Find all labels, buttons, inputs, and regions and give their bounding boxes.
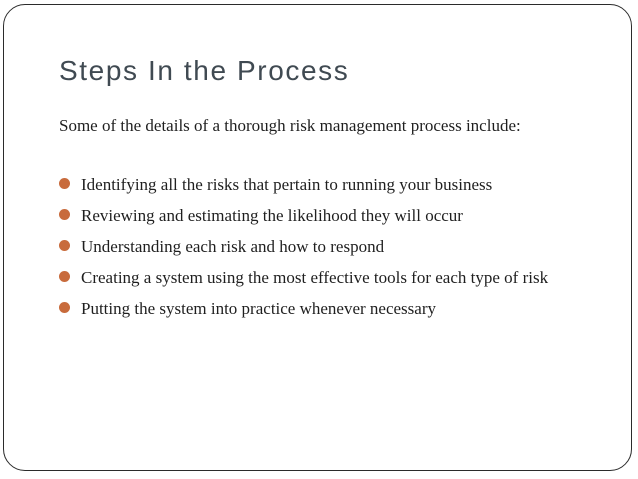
list-item	[59, 299, 589, 319]
list-item	[59, 206, 589, 226]
bullet-dot-icon	[59, 178, 70, 189]
list-item	[59, 175, 589, 195]
bullet-text: Putting the system into practice whenever necessary	[81, 299, 436, 318]
bullet-dot-icon	[59, 302, 70, 313]
bullet-dot-icon	[59, 271, 70, 282]
bullet-list	[59, 175, 589, 330]
bullet-dot-icon	[59, 209, 70, 220]
bullet-text: Creating a system using the most effective tools for each type of risk	[81, 268, 549, 287]
bullet-text: Reviewing and estimating the likelihood they will occur	[81, 206, 463, 225]
bullet-text: Identifying all the risks that pertain to running your business	[81, 175, 493, 194]
bullet-text: Understanding each risk and how to respond	[81, 237, 385, 256]
intro-text: Some of the details of a thorough risk management process include:	[59, 116, 521, 135]
slide-frame	[3, 4, 632, 471]
list-item	[59, 268, 589, 288]
list-item	[59, 237, 589, 257]
bullet-dot-icon	[59, 240, 70, 251]
slide-title: Steps In the Process	[59, 55, 350, 86]
